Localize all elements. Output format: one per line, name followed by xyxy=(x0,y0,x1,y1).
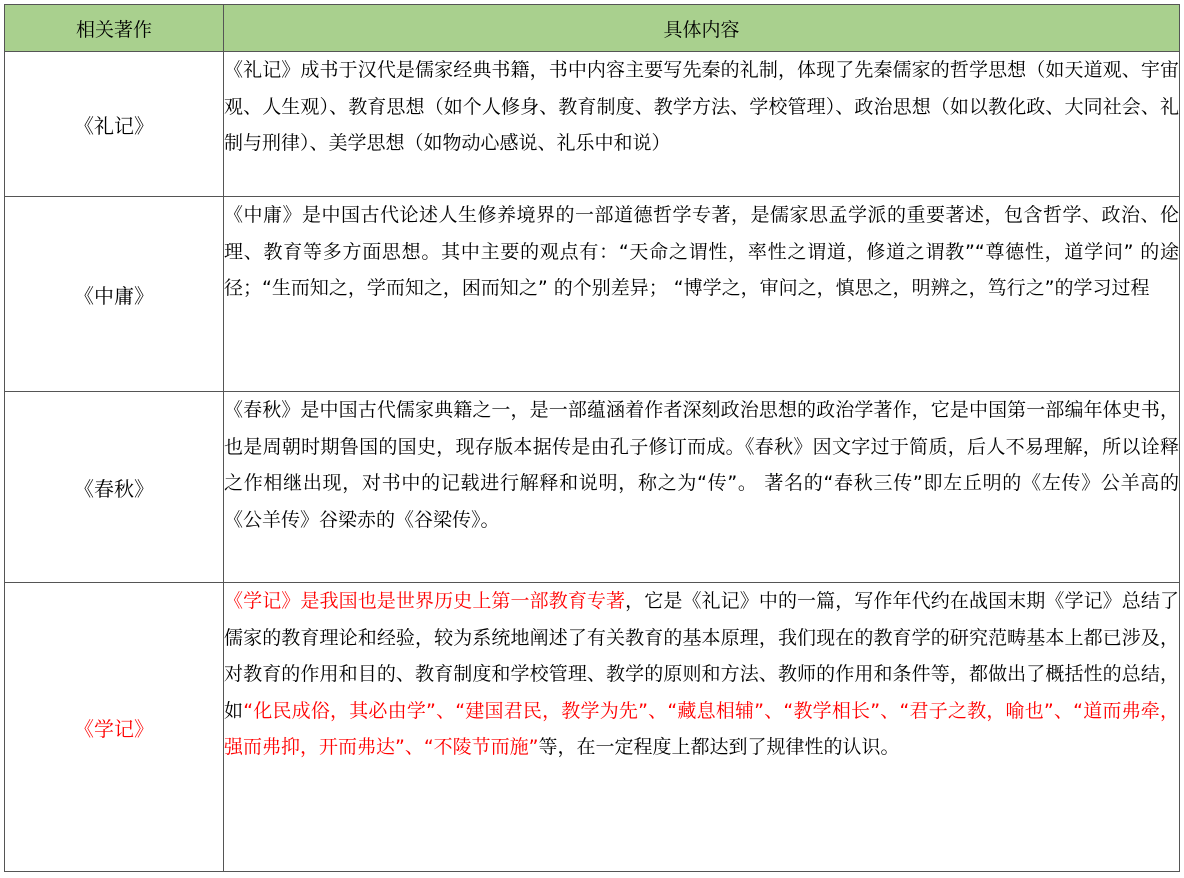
work-title: 《中庸》 xyxy=(5,197,224,392)
header-row xyxy=(5,5,1180,52)
highlighted-quotes: “化民成俗，其必由学”、“建国君民，教学为先”、“藏息相辅”、“教学相长”、“君子之教，喻也”、“道而弗牵，强而弗抑，开而弗达”、“不陵节而施” xyxy=(224,699,1179,758)
work-content: 《春秋》是中国古代儒家典籍之一，是一部蕴涵着作者深刻政治思想的政治学著作，它是中国第一部编年体史书，也是周朝时期鲁国的国史，现存版本据传是由孔子修订而成。《春秋》因文字过于简质，后人不易理解，所以诠释之作相继出现，对书中的记载进行解释和说明，称之为“传”。 著名的“春秋三传”即左丘明的《左传》公羊高的《公羊传》谷梁赤的《谷梁传》。 xyxy=(224,392,1180,583)
table-row xyxy=(5,392,1180,583)
table-row xyxy=(5,197,1180,392)
content-text: ，它是《礼记》中的一篇，写作年代约在战国末期《学记》总结了儒家的教育理论和经验，较为系统地阐述了有关教育的基本原理，我们现在的教育学的研究范畴基本上都已涉及，对教育的作用和目的、教育制度和学校管理、教学的原则和方法、教师的作用和条件等，都做出了概括性的总结，如 xyxy=(224,590,1179,722)
header-works: 相关著作 xyxy=(5,5,224,52)
header-content: 具体内容 xyxy=(224,5,1180,52)
work-title: 《礼记》 xyxy=(5,52,224,197)
table-row xyxy=(5,52,1180,197)
work-title: 《学记》 xyxy=(5,583,224,872)
work-content xyxy=(224,583,1180,872)
work-title: 《春秋》 xyxy=(5,392,224,583)
work-content: 《中庸》是中国古代论述人生修养境界的一部道德哲学专著，是儒家思孟学派的重要著述，包含哲学、政治、伦理、教育等多方面思想。其中主要的观点有：“天命之谓性，率性之谓道，修道之谓教”“尊德性，道学问” 的途径；“生而知之，学而知之，困而知之” 的个别差异； “博学之，审问之，慎思之，明辨之，笃行之”的学习过程 xyxy=(224,197,1180,392)
works-table xyxy=(4,4,1180,872)
highlighted-text: 《学记》是我国也是世界历史上第一部教育专著 xyxy=(224,590,626,612)
work-content: 《礼记》成书于汉代是儒家经典书籍，书中内容主要写先秦的礼制，体现了先秦儒家的哲学思想（如天道观、宇宙观、人生观）、教育思想（如个人修身、教育制度、教学方法、学校管理）、政治思想（如以教化政、大同社会、礼制与刑律）、美学思想（如物动心感说、礼乐中和说） xyxy=(224,52,1180,197)
content-text: 等，在一定程度上都达到了规律性的认识。 xyxy=(538,736,900,758)
table-row xyxy=(5,583,1180,872)
